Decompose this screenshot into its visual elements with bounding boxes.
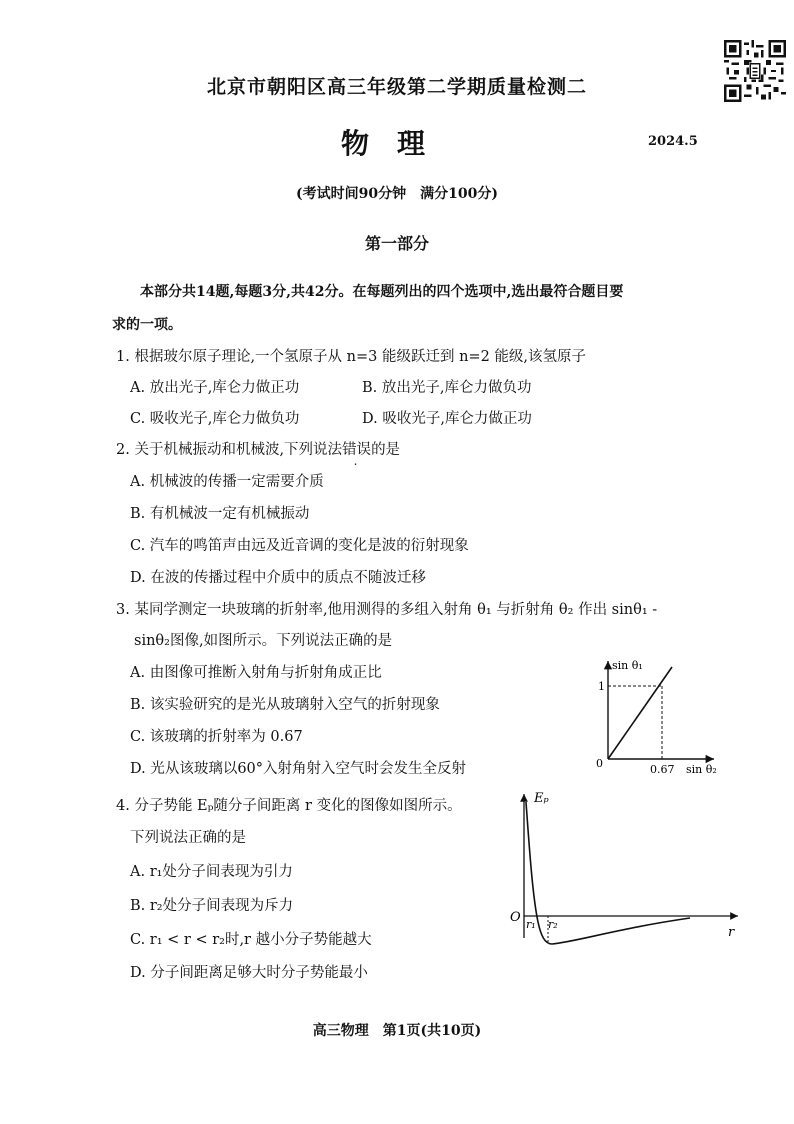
question-2-stem-post: 的是 <box>371 442 401 458</box>
section-instruction-line2: 求的一项。 <box>112 317 182 333</box>
question-3-option-b: B. 该实验研究的是光从玻璃射入空气的折射现象 <box>130 697 440 713</box>
question-4-stem-line1: 4. 分子势能 Eₚ随分子间距离 r 变化的图像如图所示。 <box>116 798 462 814</box>
question-2-stem-emphasis: 错误 <box>342 442 372 458</box>
question-3-option-a: A. 由图像可推断入射角与折射角成正比 <box>130 665 382 681</box>
question-3-stem-line1: 3. 某同学测定一块玻璃的折射率,他用测得的多组入射角 θ₁ 与折射角 θ₂ 作出 sinθ₁ - <box>116 602 658 618</box>
q3-y-label: sin θ₁ <box>612 659 643 672</box>
question-2-stem-pre: 2. 关于机械振动和机械波,下列说法 <box>116 442 343 458</box>
question-1-option-c: C. 吸收光子,库仑力做负功 <box>130 411 300 427</box>
question-4-option-b: B. r₂处分子间表现为斥力 <box>130 898 294 914</box>
section-title: 第一部分 <box>364 234 429 253</box>
q4-origin-label: O <box>510 910 521 925</box>
q3-y-tick: 1 <box>598 680 605 693</box>
page-footer: 高三物理 第1页(共10页) <box>312 1023 482 1039</box>
question-4-option-a: A. r₁处分子间表现为引力 <box>130 864 293 880</box>
question-4-stem-line2: 下列说法正确的是 <box>130 830 246 846</box>
question-3-option-c: C. 该玻璃的折射率为 0.67 <box>130 729 303 745</box>
question-1-option-a: A. 放出光子,库仑力做正功 <box>130 380 300 396</box>
question-2-option-b: B. 有机械波一定有机械振动 <box>130 506 310 522</box>
q3-x-label: sin θ₂ <box>686 763 717 776</box>
exam-info: (考试时间90分钟 满分100分) <box>296 186 498 202</box>
q4-r1-label: r₁ <box>526 918 536 931</box>
question-1-stem: 1. 根据玻尔原子理论,一个氢原子从 n=3 能级跃迁到 n=2 能级,该氢原子 <box>116 349 587 365</box>
question-3-figure <box>590 655 720 780</box>
question-4-option-c: C. r₁ < r < r₂时,r 越小分子势能越大 <box>130 932 372 948</box>
q4-x-label: r <box>728 925 735 940</box>
question-2-option-d: D. 在波的传播过程中介质中的质点不随波迁移 <box>130 570 426 586</box>
question-1-option-d: D. 吸收光子,库仑力做正功 <box>362 411 532 427</box>
q3-x-tick: 0.67 <box>650 763 675 776</box>
subject-title: 物理 <box>340 127 453 160</box>
q4-y-label: Eₚ <box>534 791 549 806</box>
exam-title: 北京市朝阳区高三年级第二学期质量检测二 <box>206 76 587 98</box>
question-3-option-d: D. 光从该玻璃以60°入射角射入空气时会发生全反射 <box>130 761 467 777</box>
question-2-option-c: C. 汽车的鸣笛声由远及近音调的变化是波的衍射现象 <box>130 538 469 554</box>
question-2-option-a: A. 机械波的传播一定需要介质 <box>130 474 324 490</box>
question-1-option-b: B. 放出光子,库仑力做负功 <box>362 380 532 396</box>
q3-origin-label: 0 <box>596 757 603 770</box>
q4-r2-label: r₂ <box>548 918 558 931</box>
question-4-option-d: D. 分子间距离足够大时分子势能最小 <box>130 965 368 981</box>
question-3-stem-line2: sinθ₂图像,如图所示。下列说法正确的是 <box>134 633 393 649</box>
question-4-figure <box>500 788 750 948</box>
exam-date: 2024.5 <box>648 134 698 149</box>
section-instruction-line1: 本部分共14题,每题3分,共42分。在每题列出的四个选项中,选出最符合题目要 <box>140 284 624 300</box>
question-2-stem <box>116 438 400 459</box>
